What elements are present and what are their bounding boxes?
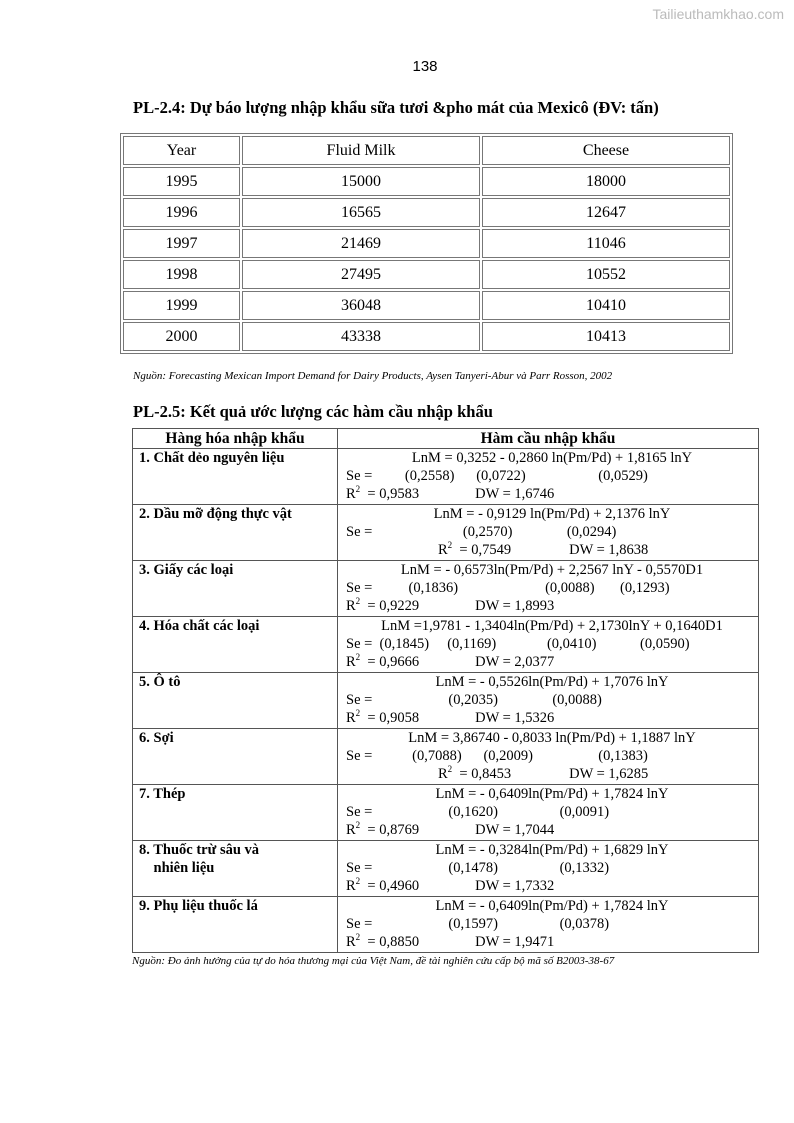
demand-function — [338, 505, 759, 561]
r2-sup: 2 — [355, 820, 361, 831]
r2-value: = 0,9229 — [360, 598, 420, 614]
table-row — [133, 673, 759, 729]
equation: LnM = - 0,5526ln(Pm/Pd) + 1,7076 lnY — [435, 674, 669, 690]
r2-value: = 0,9058 — [360, 710, 420, 726]
r2-value: = 0,8453 — [452, 766, 512, 782]
equation: LnM = - 0,6409ln(Pm/Pd) + 1,7824 lnY — [435, 898, 669, 914]
r2-sup: 2 — [355, 708, 361, 719]
watermark: Tailieuthamkhao.com — [652, 6, 784, 22]
standard-errors: Se = (0,1478) (0,1332) — [346, 860, 610, 876]
table-cell: 11046 — [482, 229, 730, 258]
table-cell: 1996 — [123, 198, 240, 227]
standard-errors: Se = (0,2570) (0,0294) — [346, 524, 617, 540]
r2-label: R — [346, 822, 356, 838]
table-cell: 1995 — [123, 167, 240, 196]
goods-name: 5. Ô tô — [133, 673, 338, 729]
table-row — [133, 505, 759, 561]
r2-label: R — [346, 710, 356, 726]
demand-function — [338, 561, 759, 617]
goods-name: 3. Giấy các loại — [133, 561, 338, 617]
r2-value: = 0,7549 — [452, 542, 512, 558]
dw-value: DW = 1,8638 — [569, 542, 649, 558]
table-cell: 10552 — [482, 260, 730, 289]
forecast-table — [120, 133, 733, 354]
table-row — [133, 729, 759, 785]
dw-value: DW = 1,6285 — [569, 766, 649, 782]
table2-title: PL-2.5: Kết quả ước lượng các hàm cầu nhập khẩu — [133, 402, 493, 421]
goods-name: 1. Chất dẻo nguyên liệu — [133, 449, 338, 505]
standard-errors: Se = (0,2035) (0,0088) — [346, 692, 602, 708]
table-row — [123, 322, 730, 351]
header-fluid-milk: Fluid Milk — [242, 136, 480, 165]
table-cell: 43338 — [242, 322, 480, 351]
dw-value: DW = 1,7044 — [475, 822, 555, 838]
header-cheese: Cheese — [482, 136, 730, 165]
goods-name: 8. Thuốc trừ sâu và nhiên liệu — [133, 841, 338, 897]
dw-value: DW = 1,8993 — [475, 598, 555, 614]
fit-stats — [346, 765, 758, 783]
fit-stats — [346, 653, 758, 671]
table-cell: 18000 — [482, 167, 730, 196]
r2-label: R — [346, 486, 356, 502]
fit-stats — [346, 933, 758, 951]
r2-label: R — [438, 766, 448, 782]
standard-errors: Se = (0,7088) (0,2009) (0,1383) — [346, 748, 648, 764]
demand-function — [338, 617, 759, 673]
standard-errors: Se = (0,1845) (0,1169) (0,0410) (0,0590) — [346, 636, 690, 652]
r2-value: = 0,4960 — [360, 878, 420, 894]
dw-value: DW = 1,9471 — [475, 934, 555, 950]
header-function: Hàm cầu nhập khẩu — [338, 429, 759, 449]
r2-label: R — [346, 934, 356, 950]
table-cell: 15000 — [242, 167, 480, 196]
goods-name: 9. Phụ liệu thuốc lá — [133, 897, 338, 953]
standard-errors: Se = (0,2558) (0,0722) (0,0529) — [346, 468, 648, 484]
standard-errors: Se = (0,1836) (0,0088) (0,1293) — [346, 580, 670, 596]
table-header-row — [123, 136, 730, 165]
table-cell: 1999 — [123, 291, 240, 320]
table1-title: PL-2.4: Dự báo lượng nhập khẩu sữa tươi &pho mát của Mexicô (ĐV: tấn) — [133, 98, 659, 117]
table-cell: 27495 — [242, 260, 480, 289]
equation: LnM = 3,86740 - 0,8033 ln(Pm/Pd) + 1,1887 lnY — [408, 730, 696, 746]
r2-sup: 2 — [447, 764, 453, 775]
table-row — [123, 260, 730, 289]
r2-value: = 0,9583 — [360, 486, 420, 502]
table-row — [133, 561, 759, 617]
r2-value: = 0,8850 — [360, 934, 420, 950]
table-row — [133, 785, 759, 841]
table-cell: 36048 — [242, 291, 480, 320]
r2-label: R — [346, 654, 356, 670]
demand-function — [338, 729, 759, 785]
demand-function — [338, 897, 759, 953]
demand-function — [338, 785, 759, 841]
table-cell: 16565 — [242, 198, 480, 227]
demand-function — [338, 449, 759, 505]
table1-source: Nguồn: Forecasting Mexican Import Demand for Dairy Products, Aysen Tanyeri-Abur và Parr Rosson, 2002 — [133, 370, 613, 382]
standard-errors: Se = (0,1620) (0,0091) — [346, 804, 610, 820]
r2-sup: 2 — [447, 540, 453, 551]
r2-sup: 2 — [355, 932, 361, 943]
table-cell: 10410 — [482, 291, 730, 320]
table-header-row — [133, 429, 759, 449]
table-cell: 1998 — [123, 260, 240, 289]
equation: LnM = - 0,6409ln(Pm/Pd) + 1,7824 lnY — [435, 786, 669, 802]
dw-value: DW = 1,6746 — [475, 486, 555, 502]
table-row — [123, 229, 730, 258]
header-year: Year — [123, 136, 240, 165]
r2-value: = 0,8769 — [360, 822, 420, 838]
demand-function-table — [132, 428, 759, 953]
table-row — [123, 198, 730, 227]
dw-value: DW = 1,5326 — [475, 710, 555, 726]
table-row — [133, 897, 759, 953]
table2-source: Nguồn: Đo ảnh hưởng của tự do hóa thương mại của Việt Nam, đề tài nghiên cứu cấp bộ mã số B2003-38-67 — [132, 955, 615, 967]
r2-sup: 2 — [355, 876, 361, 887]
r2-sup: 2 — [355, 652, 361, 663]
standard-errors: Se = (0,1597) (0,0378) — [346, 916, 610, 932]
r2-label: R — [346, 878, 356, 894]
table-cell: 10413 — [482, 322, 730, 351]
equation: LnM = - 0,3284ln(Pm/Pd) + 1,6829 lnY — [435, 842, 669, 858]
goods-name: 7. Thép — [133, 785, 338, 841]
table-row — [133, 841, 759, 897]
goods-name: 2. Dầu mỡ động thực vật — [133, 505, 338, 561]
table-row — [123, 291, 730, 320]
table-cell: 2000 — [123, 322, 240, 351]
demand-function — [338, 673, 759, 729]
fit-stats — [346, 877, 758, 895]
fit-stats — [346, 597, 758, 615]
page-number: 138 — [412, 58, 438, 75]
table-row — [123, 167, 730, 196]
goods-name: 4. Hóa chất các loại — [133, 617, 338, 673]
equation: LnM = - 0,6573ln(Pm/Pd) + 2,2567 lnY - 0,5570D1 — [400, 562, 704, 578]
dw-value: DW = 2,0377 — [475, 654, 555, 670]
r2-value: = 0,9666 — [360, 654, 420, 670]
r2-label: R — [438, 542, 448, 558]
table-cell: 1997 — [123, 229, 240, 258]
table-row — [133, 617, 759, 673]
table-cell: 12647 — [482, 198, 730, 227]
r2-sup: 2 — [355, 596, 361, 607]
demand-function — [338, 841, 759, 897]
table-row — [133, 449, 759, 505]
equation: LnM = 0,3252 - 0,2860 ln(Pm/Pd) + 1,8165 lnY — [411, 450, 693, 466]
equation: LnM = - 0,9129 ln(Pm/Pd) + 2,1376 lnY — [433, 506, 671, 522]
fit-stats — [346, 485, 758, 503]
fit-stats — [346, 541, 758, 559]
table-cell: 21469 — [242, 229, 480, 258]
goods-name: 6. Sợi — [133, 729, 338, 785]
fit-stats — [346, 821, 758, 839]
r2-sup: 2 — [355, 484, 361, 495]
dw-value: DW = 1,7332 — [475, 878, 555, 894]
fit-stats — [346, 709, 758, 727]
equation: LnM =1,9781 - 1,3404ln(Pm/Pd) + 2,1730lnY + 0,1640D1 — [381, 618, 723, 634]
header-goods: Hàng hóa nhập khẩu — [133, 429, 338, 449]
r2-label: R — [346, 598, 356, 614]
